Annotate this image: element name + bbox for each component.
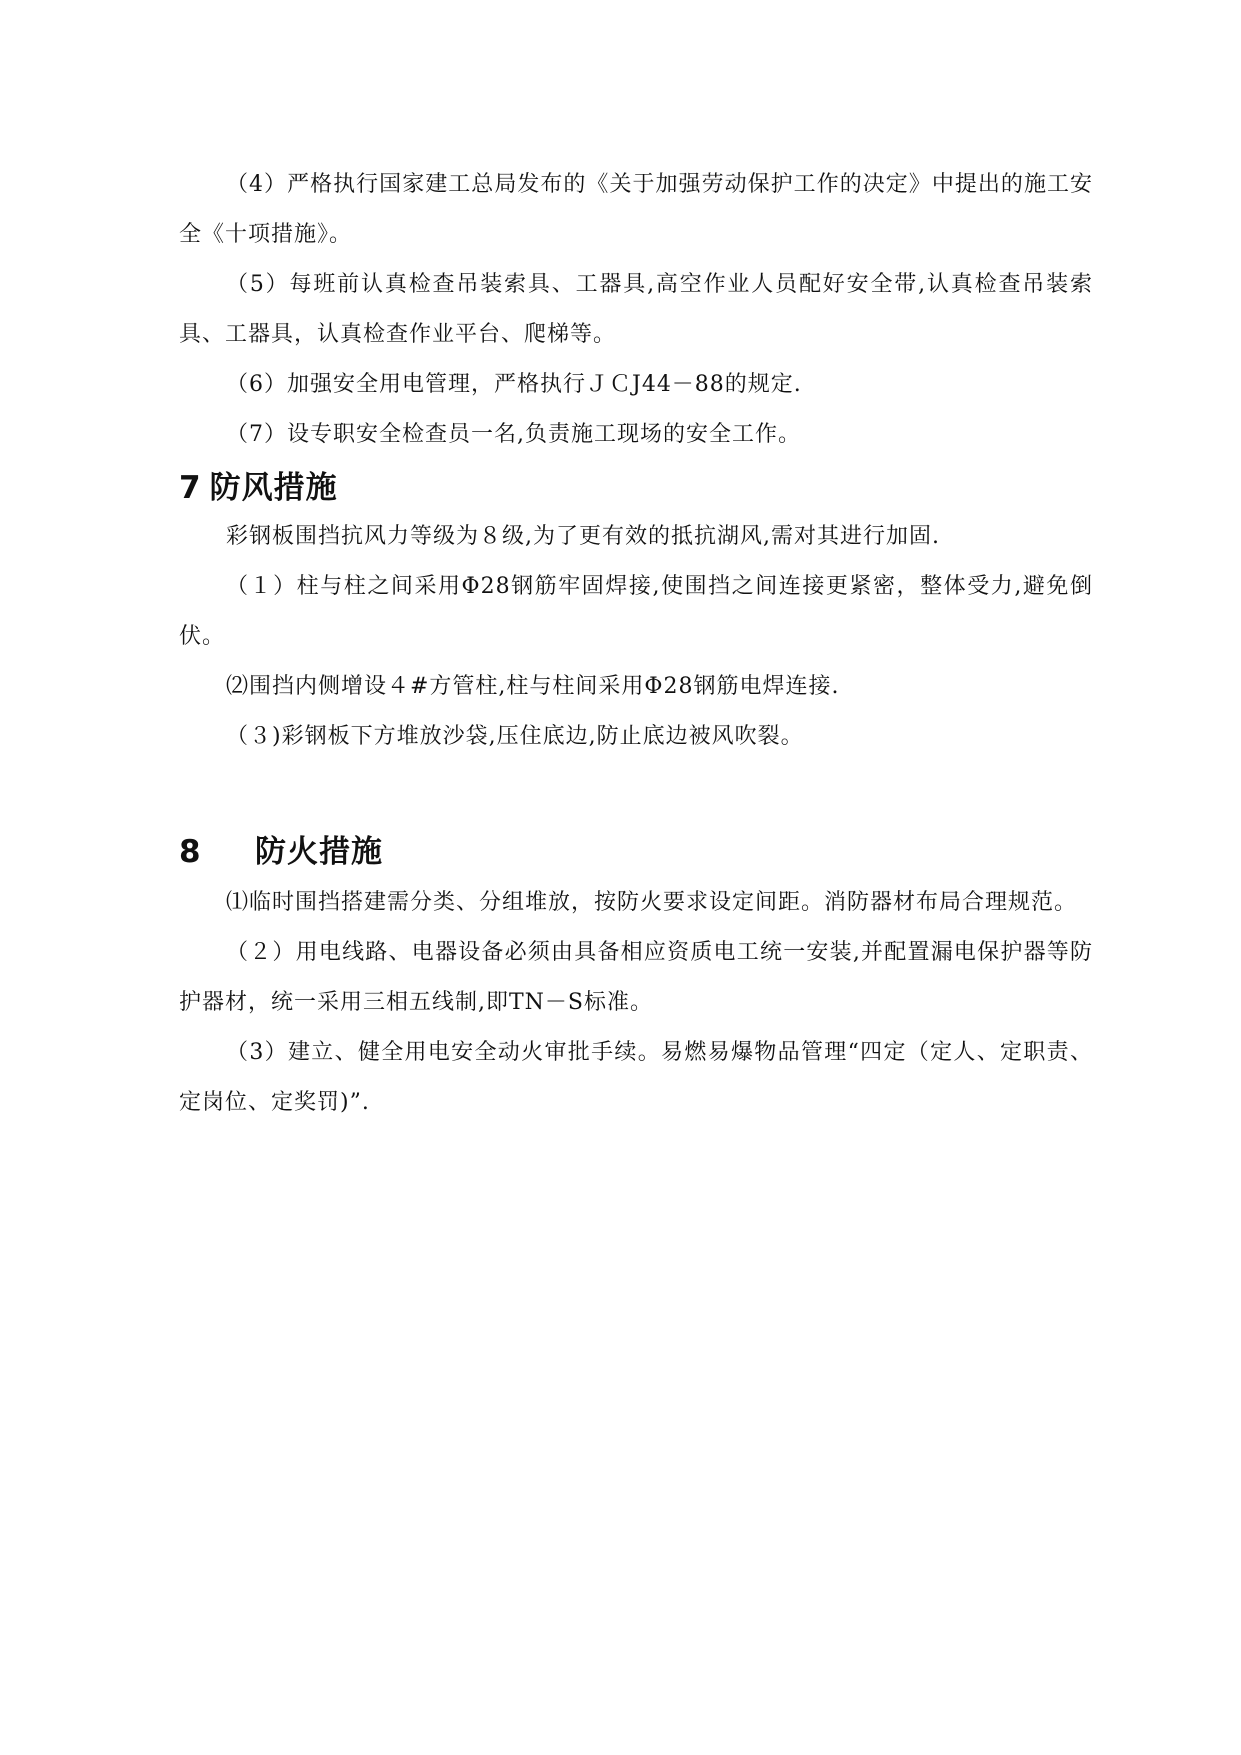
- section-8-item-3: （3）建立、健全用电安全动火审批手续。易燃易爆物品管理“四定（定人、定职责、定岗位、定奖罚)”.: [179, 1040, 1093, 1115]
- paragraph-item-7: （7）设专职安全检查员一名,负责施工现场的安全工作。: [226, 422, 801, 447]
- document-body: [179, 160, 1093, 1128]
- section-7-item-3: （３)彩钢板下方堆放沙袋,压住底边,防止底边被风吹裂。: [226, 724, 804, 749]
- section-7-item-2: ⑵围挡内侧增设４#方管柱,柱与柱间采用Φ28钢筋电焊连接.: [226, 674, 840, 699]
- section-8-number: 8: [179, 834, 202, 870]
- section-7-intro: 彩钢板围挡抗风力等级为８级,为了更有效的抵抗湖风,需对其进行加固.: [226, 524, 940, 549]
- paragraph-item-5: （5）每班前认真检查吊装索具、工器具,高空作业人员配好安全带,认真检查吊装索具、工器具，认真检查作业平台、爬梯等。: [179, 272, 1093, 347]
- section-7-number: 7: [179, 470, 202, 506]
- section-8-item-1: ⑴临时围挡搭建需分类、分组堆放，按防火要求设定间距。消防器材布局合理规范。: [226, 890, 1078, 915]
- section-7-item-1: （１）柱与柱之间采用Φ28钢筋牢固焊接,使围挡之间连接更紧密，整体受力,避免倒伏。: [179, 574, 1093, 649]
- paragraph-item-4: （4）严格执行国家建工总局发布的《关于加强劳动保护工作的决定》中提出的施工安全《十项措施》。: [179, 172, 1093, 247]
- paragraph-item-6: （6）加强安全用电管理，严格执行ＪＣJ44－88的规定.: [226, 372, 802, 397]
- section-8-title: 防火措施: [255, 834, 383, 870]
- section-8-heading: [179, 830, 1093, 874]
- section-8-item-2: （２）用电线路、电器设备必须由具备相应资质电工统一安装,并配置漏电保护器等防护器材，统一采用三相五线制,即TN－S标准。: [179, 940, 1093, 1015]
- section-7-title: 防风措施: [209, 470, 338, 506]
- section-7-heading: [179, 466, 1093, 510]
